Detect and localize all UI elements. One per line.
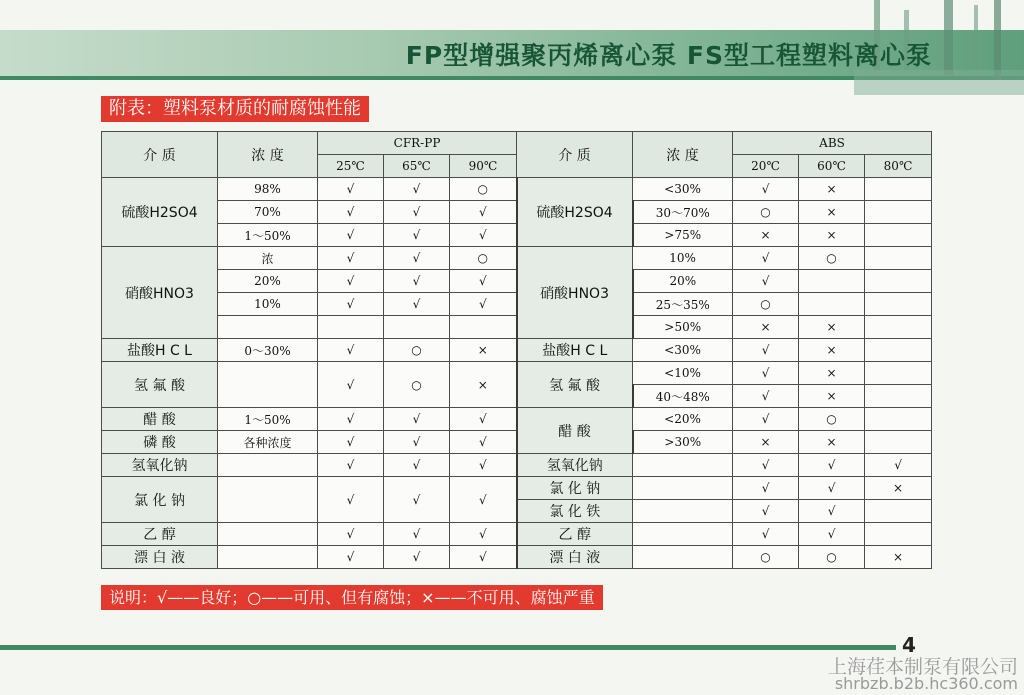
medium-cell: 醋 酸 [517,408,633,454]
rating-cell: × [799,316,865,339]
rating-cell: √ [450,224,517,247]
rating-cell [799,270,865,293]
rating-cell: ○ [450,247,517,270]
rating-cell: √ [318,224,384,247]
concentration-cell [633,546,733,569]
rating-cell [318,316,384,339]
medium-cell: 氯 化 钠 [102,477,218,523]
rating-cell [865,178,932,201]
rating-cell: √ [384,408,450,431]
rating-cell: √ [384,270,450,293]
medium-cell: 氯 化 钠 [517,477,633,500]
rating-cell: √ [318,454,384,477]
table-row [102,454,932,477]
table-row [102,247,932,270]
concentration-cell: 20% [218,270,318,293]
rating-cell: √ [733,247,799,270]
medium-cell: 醋 酸 [102,408,218,431]
rating-cell [865,293,932,316]
concentration-cell [218,362,318,408]
rating-cell: × [865,546,932,569]
rating-cell: √ [384,431,450,454]
rating-cell: √ [450,201,517,224]
medium-cell: 漂 白 液 [517,546,633,569]
rating-cell: √ [384,546,450,569]
concentration-cell: <30% [633,339,733,362]
watermark-company: 上海荏本制泵有限公司 [827,656,1018,678]
table-row [102,523,932,546]
table-row [102,431,932,454]
header-medium-right: 介 质 [517,132,633,178]
concentration-cell: 40～48% [633,385,733,408]
medium-cell: 氢 氟 酸 [102,362,218,408]
rating-cell [865,431,932,454]
rating-cell: √ [450,270,517,293]
rating-cell: ○ [799,247,865,270]
header-concentration-right: 浓 度 [633,132,733,178]
rating-cell [865,316,932,339]
header-concentration-left: 浓 度 [218,132,318,178]
rating-cell: √ [450,477,517,523]
rating-cell: √ [318,293,384,316]
rating-cell: √ [733,362,799,385]
concentration-cell [218,477,318,523]
concentration-cell: 20% [633,270,733,293]
rating-cell: √ [450,293,517,316]
concentration-cell: 10% [218,293,318,316]
header-temp: 25℃ [318,155,384,178]
rating-cell: ○ [733,546,799,569]
concentration-cell [218,316,318,339]
page-title: FP型增强聚丙烯离心泵 FS型工程塑料离心泵 [405,41,932,70]
rating-cell: √ [318,431,384,454]
rating-cell: √ [318,523,384,546]
table-row [102,339,932,362]
concentration-cell: 98% [218,178,318,201]
rating-cell: ○ [799,408,865,431]
concentration-cell: 10% [633,247,733,270]
header-temp: 90℃ [450,155,517,178]
rating-cell: × [733,431,799,454]
page-number: 4 [902,633,916,657]
rating-cell: √ [318,408,384,431]
rating-cell: √ [733,339,799,362]
rating-cell: √ [799,500,865,523]
rating-cell [799,293,865,316]
table-row [102,224,932,247]
rating-cell: √ [318,546,384,569]
rating-cell: √ [384,247,450,270]
rating-cell [865,500,932,523]
concentration-cell: >75% [633,224,733,247]
concentration-cell [633,500,733,523]
rating-cell [865,408,932,431]
rating-cell: × [799,339,865,362]
rating-cell: √ [318,178,384,201]
concentration-cell: <20% [633,408,733,431]
rating-cell: × [799,201,865,224]
rating-cell: √ [733,454,799,477]
medium-cell: 氢 氟 酸 [517,362,633,408]
table-row [102,293,932,316]
concentration-cell: 各种浓度 [218,431,318,454]
header-temp: 80℃ [865,155,932,178]
medium-cell: 硝酸HNO3 [517,247,633,339]
legend-note: 说明：√——良好；○——可用、但有腐蚀；×——不可用、腐蚀严重 [101,585,603,610]
rating-cell [384,316,450,339]
medium-cell: 盐酸H C L [102,339,218,362]
medium-cell: 乙 醇 [102,523,218,546]
header-temp: 60℃ [799,155,865,178]
watermark-url: shrbzb.b2b.hc360.com [834,674,1018,693]
concentration-cell: 0～30% [218,339,318,362]
concentration-cell [633,523,733,546]
table-row [102,270,932,293]
rating-cell: √ [733,385,799,408]
rating-cell: √ [799,477,865,500]
rating-cell [450,316,517,339]
rating-cell: × [799,431,865,454]
footer-divider [0,645,896,650]
concentration-cell: <30% [633,178,733,201]
table-row [102,408,932,431]
concentration-cell [218,454,318,477]
corrosion-table [101,131,932,569]
rating-cell: √ [450,408,517,431]
medium-cell: 磷 酸 [102,431,218,454]
header-group-cfrpp: CFR-PP [318,132,517,155]
rating-cell [865,224,932,247]
rating-cell: ○ [733,293,799,316]
rating-cell: ○ [733,201,799,224]
header-group-abs: ABS [733,132,932,155]
concentration-cell [633,477,733,500]
rating-cell [865,247,932,270]
concentration-cell [633,454,733,477]
table-row [102,201,932,224]
rating-cell: √ [733,408,799,431]
rating-cell: √ [384,477,450,523]
rating-cell: √ [799,523,865,546]
rating-cell: × [450,339,517,362]
rating-cell: √ [865,454,932,477]
rating-cell: √ [384,201,450,224]
rating-cell: × [799,178,865,201]
header-temp: 20℃ [733,155,799,178]
rating-cell [865,362,932,385]
rating-cell: √ [318,362,384,408]
medium-cell: 硫酸H2SO4 [102,178,218,247]
concentration-cell: 25～35% [633,293,733,316]
header-medium-left: 介 质 [102,132,218,178]
rating-cell [865,385,932,408]
rating-cell [865,201,932,224]
rating-cell: × [799,362,865,385]
rating-cell: √ [733,500,799,523]
rating-cell: √ [450,431,517,454]
medium-cell: 漂 白 液 [102,546,218,569]
concentration-cell: 30～70% [633,201,733,224]
medium-cell: 硝酸HNO3 [102,247,218,339]
rating-cell: ○ [384,339,450,362]
rating-cell: × [450,362,517,408]
rating-cell: × [733,316,799,339]
rating-cell: √ [384,293,450,316]
rating-cell: √ [450,523,517,546]
medium-cell: 硫酸H2SO4 [517,178,633,247]
rating-cell: √ [733,523,799,546]
rating-cell: √ [318,477,384,523]
concentration-cell: 浓 [218,247,318,270]
rating-cell: × [799,224,865,247]
rating-cell: √ [384,523,450,546]
rating-cell: √ [733,477,799,500]
rating-cell: ○ [384,362,450,408]
rating-cell: √ [733,270,799,293]
table-row [102,178,932,201]
concentration-cell [218,523,318,546]
rating-cell: √ [450,546,517,569]
table-row [102,316,932,339]
rating-cell: √ [450,454,517,477]
rating-cell: √ [318,339,384,362]
section-title: 附表：塑料泵材质的耐腐蚀性能 [101,96,369,122]
rating-cell [865,270,932,293]
medium-cell: 氢氧化钠 [517,454,633,477]
rating-cell: √ [384,224,450,247]
rating-cell: × [865,477,932,500]
medium-cell: 氢氧化钠 [102,454,218,477]
table-row [102,546,932,569]
concentration-cell [218,546,318,569]
concentration-cell: 1～50% [218,408,318,431]
table-row [102,362,932,385]
rating-cell [865,339,932,362]
concentration-cell: 1～50% [218,224,318,247]
rating-cell: ○ [799,546,865,569]
concentration-cell: >50% [633,316,733,339]
medium-cell: 盐酸H C L [517,339,633,362]
rating-cell: √ [318,201,384,224]
rating-cell: √ [799,454,865,477]
medium-cell: 乙 醇 [517,523,633,546]
rating-cell: ○ [450,178,517,201]
rating-cell: × [799,385,865,408]
table-body [102,178,932,569]
rating-cell: √ [384,454,450,477]
concentration-cell: 70% [218,201,318,224]
concentration-cell: <10% [633,362,733,385]
rating-cell: √ [733,178,799,201]
rating-cell: √ [318,247,384,270]
medium-cell: 氯 化 铁 [517,500,633,523]
rating-cell: √ [384,178,450,201]
rating-cell: √ [318,270,384,293]
header-temp: 65℃ [384,155,450,178]
rating-cell: × [733,224,799,247]
rating-cell [865,523,932,546]
table-row [102,477,932,500]
concentration-cell: >30% [633,431,733,454]
